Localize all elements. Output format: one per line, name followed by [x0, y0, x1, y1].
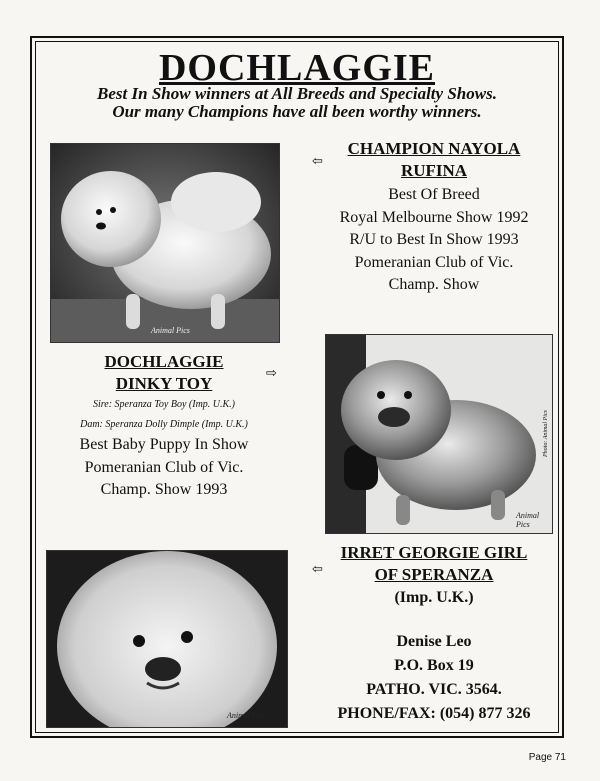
dog3-caption: [308, 542, 560, 610]
arrow-right-icon: ⇨: [266, 366, 277, 381]
dog2-name-line-2: DINKY TOY: [115, 374, 213, 393]
arrow-left-icon: ⇦: [312, 154, 323, 169]
dog2-sire: Sire: Speranza Toy Boy (Imp. U.K.): [92, 399, 236, 410]
photo-credit: Photo: Animal Pics: [543, 410, 549, 457]
tagline-line-2: Our many Champions have all been worthy winners.: [112, 102, 482, 121]
contact-name: Denise Leo: [396, 633, 472, 650]
kennel-title: DOCHLAGGIE: [158, 47, 436, 89]
contact-town: PATHO. VIC. 3564.: [366, 681, 502, 698]
dog1-name-line-2: RUFINA: [400, 161, 468, 180]
dog1-award-line: Champ. Show: [388, 276, 480, 293]
dog2-caption: [42, 351, 286, 502]
photo-irret-georgie-girl: [46, 550, 288, 728]
dog3-import-note: (Imp. U.K.): [394, 589, 474, 606]
photo-nayola-rufina: [50, 143, 280, 343]
dog2-award-line: Best Baby Puppy In Show: [79, 436, 249, 453]
dog1-award-line: Royal Melbourne Show 1992: [339, 208, 529, 226]
dog2-award-line: Pomeranian Club of Vic.: [84, 458, 244, 476]
tagline-line-1: Best In Show winners at All Breeds and Specialty Shows.: [97, 84, 497, 103]
arrow-left-icon: ⇦: [312, 562, 323, 577]
dog1-name-line-1: CHAMPION NAYOLA: [347, 139, 521, 158]
photo-dinky-toy: [325, 334, 553, 534]
dog3-name-line-2: OF SPERANZA: [374, 565, 494, 584]
dog2-name-line-1: DOCHLAGGIE: [104, 352, 224, 371]
dog2-award-line: Champ. Show 1993: [100, 481, 228, 498]
dog1-award-line: Pomeranian Club of Vic.: [354, 253, 514, 271]
contact-phone: PHONE/FAX: (054) 877 326: [337, 705, 531, 722]
dog3-name-line-1: IRRET GEORGIE GIRL: [340, 543, 528, 562]
dog1-caption: [302, 138, 566, 297]
contact-po-box: P.O. Box 19: [394, 657, 474, 674]
page-number: Page 71: [528, 752, 566, 763]
advert-inner-border: [35, 41, 559, 733]
dog1-award-line: Best Of Breed: [388, 186, 480, 203]
photo-signature: Animal Pics: [151, 326, 190, 335]
dog1-award-line: R/U to Best In Show 1993: [349, 231, 519, 248]
dog2-dam: Dam: Speranza Dolly Dimple (Imp. U.K.): [80, 419, 248, 430]
photo-signature: Animal Pics: [227, 711, 266, 720]
advert-border: [30, 36, 564, 738]
contact-block: [308, 630, 560, 726]
photo-signature: Animal Pics: [516, 511, 540, 529]
